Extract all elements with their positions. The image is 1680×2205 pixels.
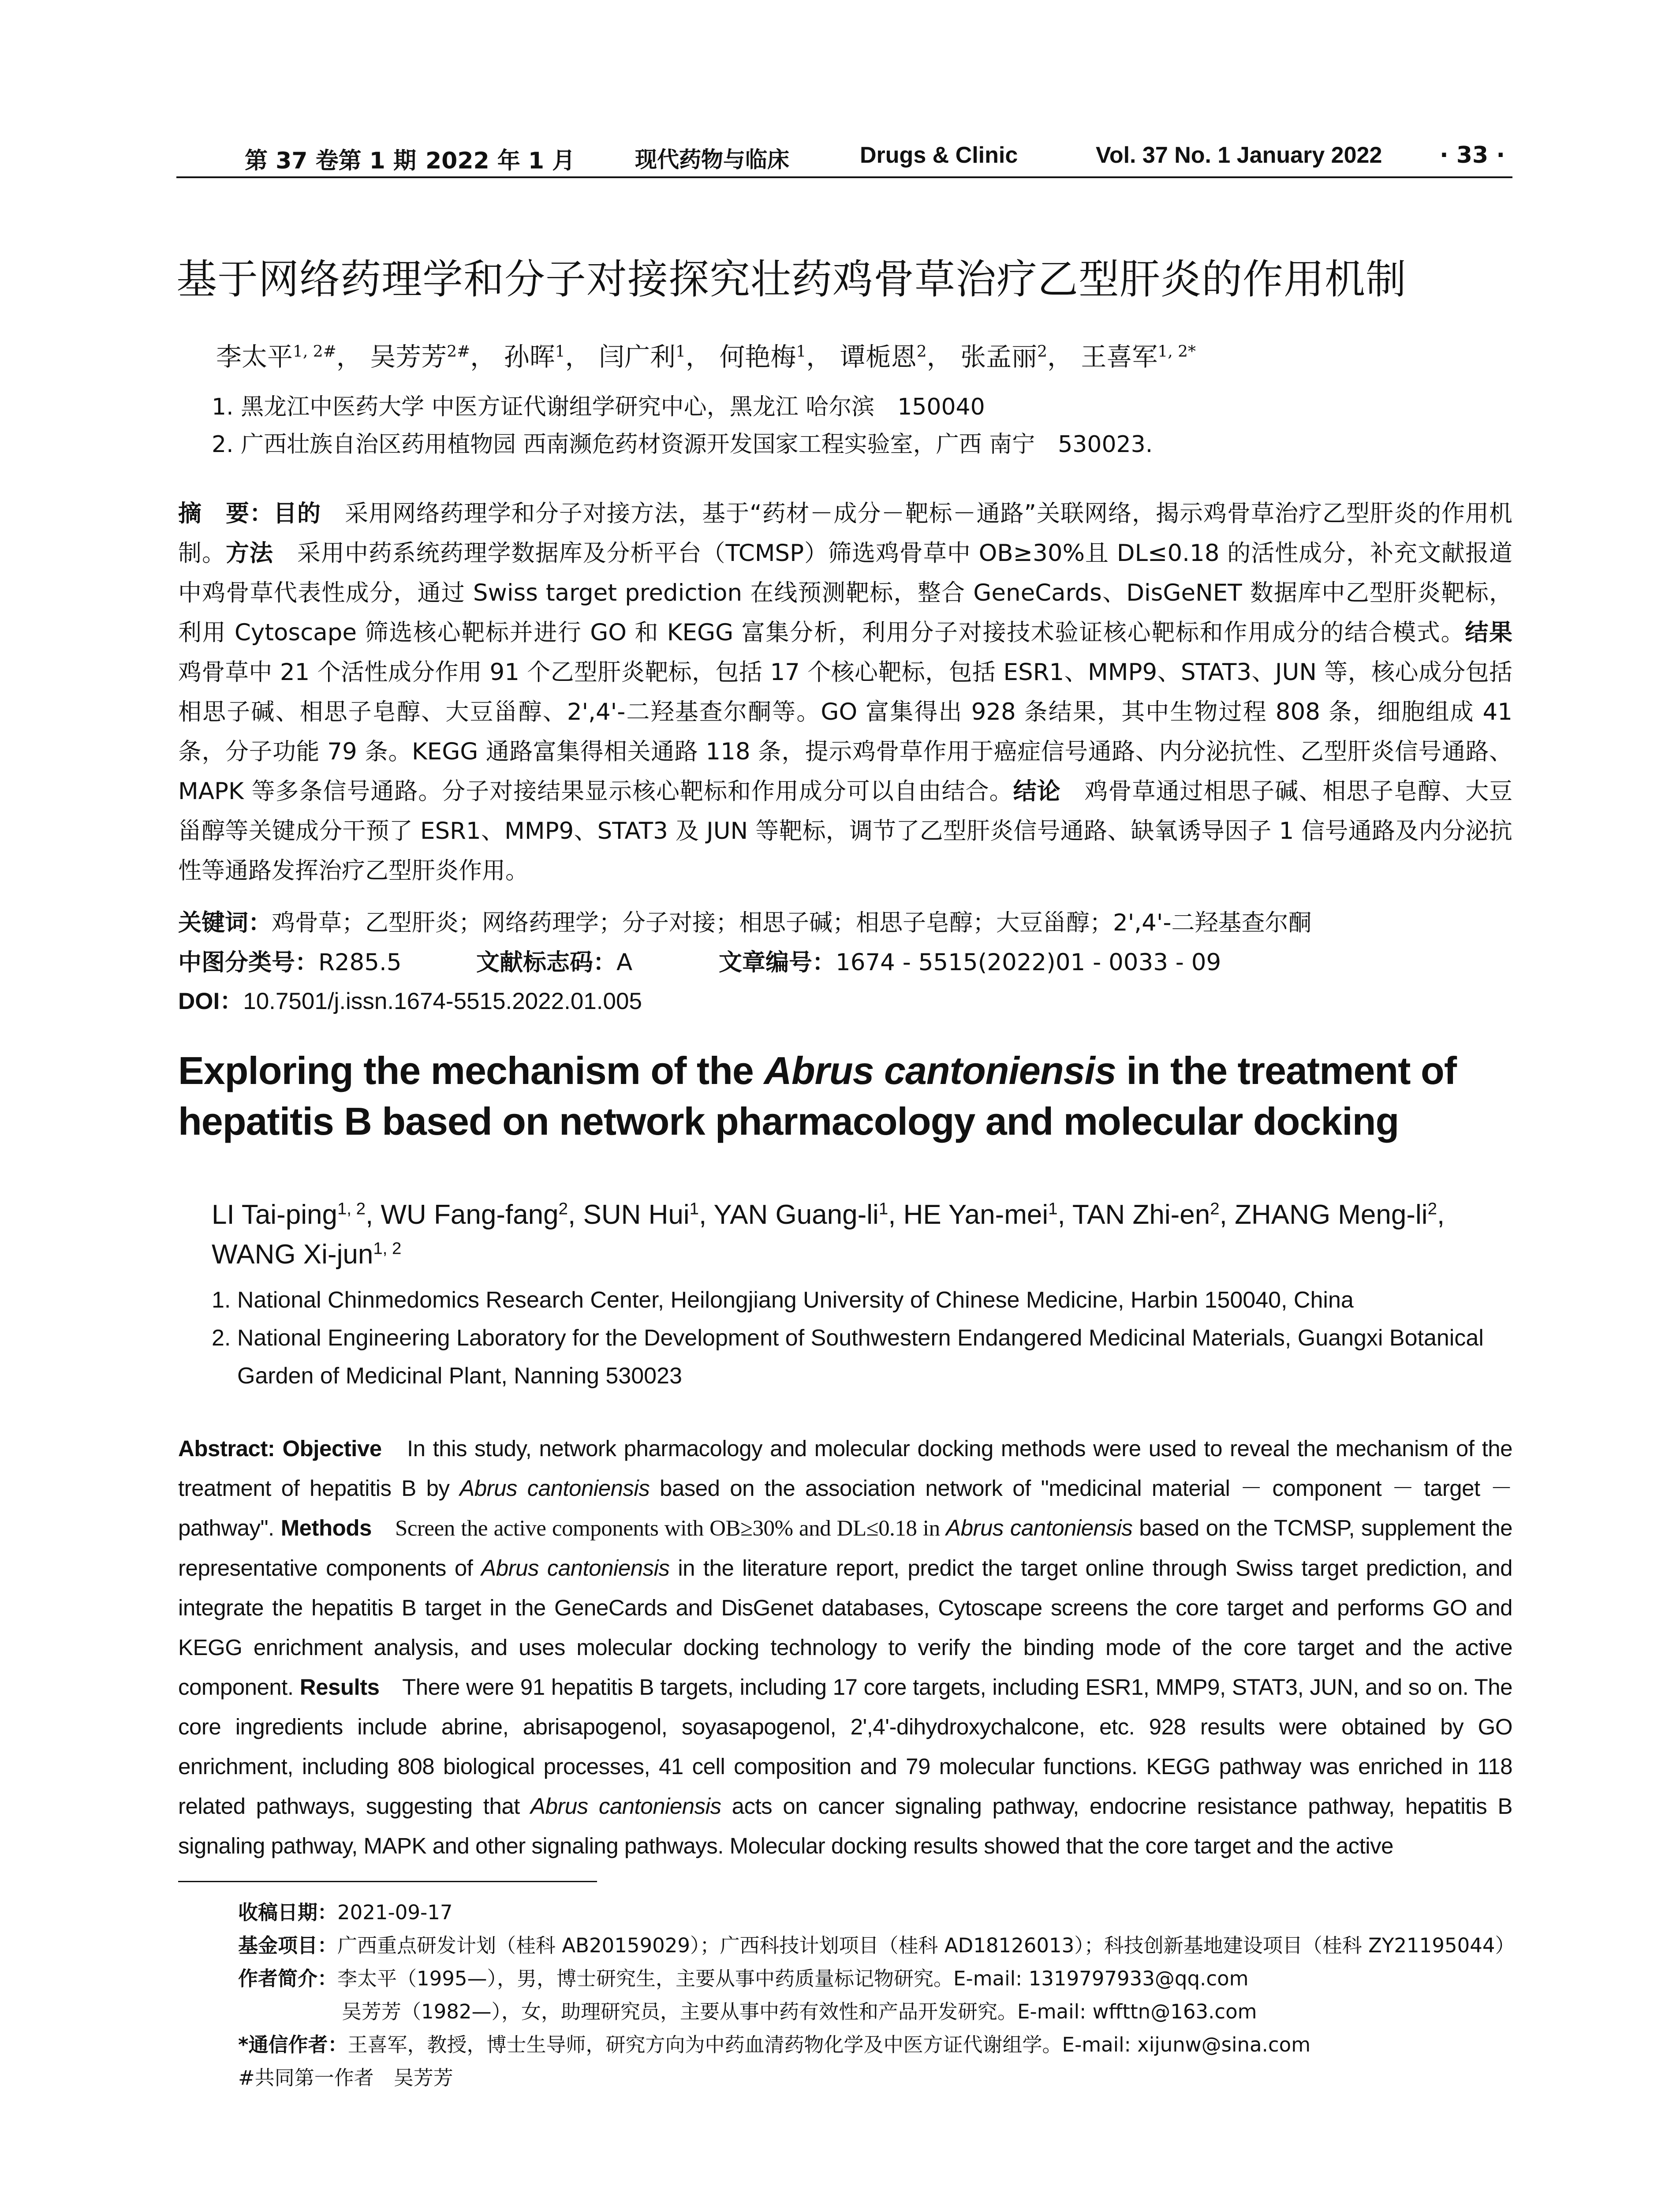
author-en-affiliation-mark: 1	[689, 1199, 699, 1218]
author-cn: 孙晖	[504, 342, 555, 372]
results-text-cn: 鸡骨草中 21 个活性成分作用 91 个乙型肝炎靶标，包括 17 个核心靶标，包括 ESR1、MMP9、STAT3、JUN 等，核心成分包括相思子碱、相思子皂醇、大豆甾醇、2',4'-二羟基查尔酮等。GO 富集得出 928 条结果，其中生物过程 808 条，细胞组成 41 条，分子功能 79 条。KEGG 通路富集得相关通路 118 条，提示鸡骨草作用于癌症信号通路、内分泌抗性、乙型肝炎信号通路、MAPK 等多条信号通路。分子对接结果显示核心靶标和作用成分可以自由结合。	[178, 659, 1512, 805]
doi-value[interactable]: 10.7501/j.issn.1674-5515.2022.01.005	[243, 988, 642, 1014]
methods-text-cn: 采用中药系统药理学数据库及分析平台（TCMSP）筛选鸡骨草中 OB≥30%且 DL≤0.18 的活性成分，补充文献报道中鸡骨草代表性成分，通过 Swiss target prediction 在线预测靶标，整合 GeneCards、DisGeNET 数据库中乙型肝炎靶标，利用 Cytoscape 筛选核心靶标并进行 GO 和 KEGG 富集分析，利用分子对接技术验证核心靶标和作用成分的结合模式。	[178, 540, 1513, 646]
objective-text-en-b: based on the association network of "medicinal material － component － target － pathway".	[178, 1476, 1512, 1540]
author-list-cn	[216, 336, 1196, 373]
author-separator: ，	[565, 342, 591, 372]
author-en: TAN Zhi-en	[1072, 1200, 1210, 1230]
received-label: 收稿日期：	[238, 1901, 338, 1924]
clc-label: 中图分类号：	[178, 949, 318, 976]
funding-value: 广西重点研发计划（桂科 AB20159029）；广西科技计划项目（桂科 AD18126013）；科技创新基地建设项目（桂科 ZY21195044）	[337, 1934, 1515, 1957]
received-date	[238, 1896, 453, 1925]
author-cn: 闫广利	[599, 342, 676, 372]
objective-text-cn: 采用网络药理学和分子对接方法，基于“药材－成分－靶标－通路”关联网络，揭示鸡骨草治疗乙型肝炎的作用机制。	[178, 500, 1513, 567]
author-bio-1: 李太平（1995—），男，博士研究生，主要从事中药质量标记物研究。E-mail: 1319797933@qq.com	[337, 1967, 1249, 1990]
author-separator: ，	[1047, 342, 1073, 372]
author-cn: 王喜军	[1081, 342, 1158, 372]
conclusion-text-cn: 鸡骨草通过相思子碱、相思子皂醇、大豆甾醇等关键成分干预了 ESR1、MMP9、STAT3 及 JUN 等靶标，调节了乙型肝炎信号通路、缺氧诱导因子 1 信号通路及内分泌抗性等通路发挥治疗乙型肝炎作用。	[178, 778, 1513, 884]
doc-code-label: 文献标志码：	[476, 949, 616, 976]
objective-label-cn: 目的	[273, 500, 321, 527]
species-name-en: Abrus cantoniensis	[481, 1555, 670, 1581]
co-first-author-note: #共同第一作者 吴芳芳	[238, 2066, 453, 2089]
keywords-cn	[178, 904, 1312, 938]
author-cn: 何艳梅	[719, 342, 796, 372]
author-cn: 张孟丽	[960, 342, 1038, 372]
article-title-cn: 基于网络药理学和分子对接探究壮药鸡骨草治疗乙型肝炎的作用机制	[176, 256, 1407, 303]
author-en: YAN Guang-li	[713, 1200, 879, 1230]
objective-text-en-a: In this study, network pharmacology and molecular docking methods were used to reveal the mechanism of the treatment of hepatitis B by	[178, 1436, 1512, 1501]
header-page-number: · 33 ·	[1440, 142, 1505, 168]
author-en-affiliation-mark: 2	[1210, 1199, 1220, 1218]
doc-code-value: A	[616, 949, 633, 976]
affiliation-cn-2: 2. 广西壮族自治区药用植物园 西南濒危药材资源开发国家工程实验室，广西 南宁 530023.	[212, 431, 1153, 458]
author-separator: ，	[470, 342, 496, 372]
doi-line	[178, 983, 642, 1016]
author-cn-affiliation-mark: 1	[796, 342, 806, 361]
author-cn-affiliation-mark: 1, 2*	[1157, 342, 1196, 361]
author-bio	[238, 1962, 1248, 1991]
title-en-part1: Exploring the mechanism of the	[178, 1049, 764, 1092]
corresponding-label: *通信作者：	[238, 2033, 348, 2056]
results-text-en-a: There were 91 hepatitis B targets, including 17 core targets, including ESR1, MMP9, STAT3, JUN, and so on. The core ingredients include abrine, abrisapogenol, soyasapogenol, 2',4'-dihydroxychalcone, etc. 928 results were obtained by GO enrichment, including 808 biological processes, 41 cell composition and 79 molecular functions. KEGG pathway was enriched in 118 related pathways, suggesting that	[178, 1674, 1512, 1819]
article-number	[719, 944, 1221, 977]
author-en-affiliation-mark: 2	[1427, 1199, 1437, 1218]
author-cn-affiliation-mark: 1	[555, 342, 565, 361]
author-en-affiliation-mark: 1	[1048, 1199, 1058, 1218]
keywords-text-cn: 鸡骨草；乙型肝炎；网络药理学；分子对接；相思子碱；相思子皂醇；大豆甾醇；2',4'-二羟基查尔酮	[272, 909, 1312, 936]
affiliation-cn-1: 1. 黑龙江中医药大学 中医方证代谢组学研究中心，黑龙江 哈尔滨 150040	[212, 394, 985, 420]
author-cn-affiliation-mark: 2	[1037, 342, 1047, 361]
results-text-en-b: acts on cancer signaling pathway, endocrine resistance pathway, hepatitis B signaling pathway, MAPK and other signaling pathways. Molecular docking results showed that the core target and the active	[178, 1794, 1512, 1858]
header-date-cn: 2022 年 1 月	[426, 148, 575, 174]
methods-label-en: Methods	[280, 1515, 372, 1540]
author-cn: 谭栀恩	[840, 342, 917, 372]
affiliation-en-1: 1. National Chinmedomics Research Center, Heilongjiang University of Chinese Medicine, Harbin 150040, China	[212, 1287, 1354, 1313]
title-en-part2: in the treatment of hepatitis B based on network pharmacology and molecular docking	[178, 1049, 1456, 1143]
methods-label-cn: 方法	[225, 540, 273, 567]
author-en-affiliation-mark: 2	[558, 1199, 568, 1218]
affiliation-en-2-line1: 2. National Engineering Laboratory for the Development of Southwestern Endangered Medicinal Materials, Guangxi Botanical	[212, 1325, 1484, 1351]
author-en-affiliation-mark: 1, 2	[373, 1239, 402, 1258]
author-cn-affiliation-mark: 1	[676, 342, 686, 361]
author-en-affiliation-mark: 1, 2	[337, 1199, 366, 1218]
received-value: 2021-09-17	[337, 1901, 453, 1924]
classification-line	[178, 944, 402, 977]
article-number-value: 1674 - 5515(2022)01 - 0033 - 09	[836, 949, 1221, 976]
header-volume-en: Vol. 37 No. 1 January 2022	[1096, 142, 1382, 168]
corresponding-value: 王喜军，教授，博士生导师，研究方向为中药血清药物化学及中医方证代谢组学。E-mail: xijunw@sina.com	[347, 2033, 1311, 2056]
affiliation-en-2	[212, 1319, 1512, 1395]
species-name-en: Abrus cantoniensis	[459, 1476, 650, 1501]
author-separator: ，	[685, 342, 711, 372]
methods-text-en-b: based on the TCMSP, supplement the representative components of	[178, 1515, 1512, 1581]
author-en: ZHANG Meng-li	[1235, 1200, 1428, 1230]
author-separator: ，	[336, 342, 362, 372]
methods-text-en-c: in the literature report, predict the target online through Swiss target prediction, and integrate the hepatitis B target in the GeneCards and DisGenet databases, Cytoscape screens the core target and performs GO and KEGG enrichment analysis, and uses molecular docking technology to verify the binding mode of the core target and the active component.	[178, 1555, 1513, 1700]
author-separator: ，	[806, 342, 832, 372]
author-cn: 吴芳芳	[370, 342, 447, 372]
header-journal-en: Drugs & Clinic	[860, 142, 1018, 168]
author-list-en: LI Tai-ping$^{1, 2}$, WU Fang-fang$^2$, SUN Hui$^1$, YAN Guang-$li^1$, HE Yan-mei$^1$, TAN Zhi-$en^2$, ZHANG Meng-$li^2$, WANG Xi-jun$^{1, 2}$	[212, 1199, 1445, 1270]
funding-label: 基金项目：	[238, 1934, 338, 1957]
footnote-rule	[178, 1881, 597, 1882]
author-en: WU Fang-fang	[381, 1200, 559, 1230]
article-number-label: 文章编号：	[719, 949, 836, 976]
article-title-en	[178, 1045, 1512, 1147]
keywords-label-cn: 关键词：	[178, 909, 272, 936]
results-label-cn: 结果	[1465, 619, 1512, 646]
author-en: HE Yan-mei	[903, 1200, 1049, 1230]
author-cn-affiliation-mark: 1, 2#	[293, 342, 336, 361]
abstract-en-label: Abstract: Objective	[178, 1436, 382, 1461]
species-name-en: Abrus cantoniensis	[530, 1794, 721, 1819]
species-name-en: Abrus cantoniensis	[946, 1515, 1133, 1540]
author-en: SUN Hui	[583, 1200, 690, 1230]
header-journal-cn: 现代药物与临床	[635, 147, 789, 172]
author-separator: ，	[926, 342, 952, 372]
clc-value: R285.5	[318, 949, 402, 976]
author-bio-2: 吴芳芳（1982—），女，助理研究员，主要从事中药有效性和产品开发研究。E-mail: wffttn@163.com	[342, 2000, 1257, 2023]
author-en: WANG Xi-jun	[212, 1239, 373, 1270]
author-cn-affiliation-mark: 2	[916, 342, 927, 361]
conclusion-label-cn: 结论	[1013, 778, 1061, 805]
abstract-en	[178, 1429, 1512, 1866]
corresponding-author	[238, 2029, 1310, 2057]
funding-note	[238, 1929, 1515, 1958]
methods-text-en-a: Screen the active components with OB≥30% and DL≤0.18 in	[395, 1516, 946, 1541]
results-label-en: Results	[299, 1674, 380, 1700]
header-volume-cn: 第 37 卷第 1 期	[245, 148, 416, 174]
author-cn: 李太平	[216, 342, 293, 372]
abstract-cn	[178, 494, 1512, 891]
affiliation-en-2-line2: Garden of Medicinal Plant, Nanning 530023	[237, 1363, 682, 1389]
author-bio-label: 作者简介：	[238, 1967, 338, 1990]
author-en-affiliation-mark: 1	[878, 1199, 889, 1218]
title-en-species: Abrus cantoniensis	[764, 1049, 1116, 1092]
header-rule	[176, 176, 1512, 178]
doi-label: DOI：	[178, 988, 243, 1014]
author-cn-affiliation-mark: 2#	[447, 342, 470, 361]
document-code	[476, 944, 632, 977]
abstract-cn-label: 摘 要：	[178, 500, 274, 527]
author-en: LI Tai-ping	[212, 1200, 337, 1230]
